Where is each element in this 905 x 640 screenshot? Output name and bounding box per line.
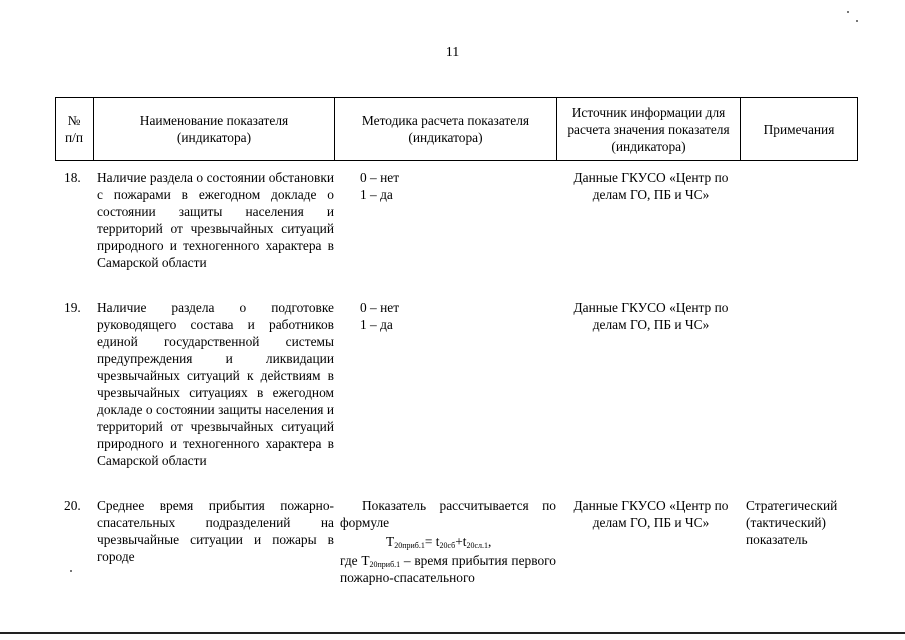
scan-speck xyxy=(856,20,858,22)
row-indicator-name: Среднее время прибытия пожарно-спасательных подразделений на чрезвычайные ситуации и пожары в городе xyxy=(97,498,334,564)
header-information-source xyxy=(558,98,739,160)
table-header-bottom-border xyxy=(55,160,858,161)
where-description: – время прибытия первого пожарно-спасательного xyxy=(340,553,556,585)
formula-operator: + xyxy=(455,534,463,549)
table-header-divider xyxy=(556,97,557,161)
header-number-label: № п/п xyxy=(64,113,84,145)
header-calculation-method xyxy=(336,98,555,160)
formula-subscript: 20приб.1 xyxy=(369,560,401,569)
where-prefix: где xyxy=(340,553,362,568)
header-notes xyxy=(742,98,856,160)
row-source: Данные ГКУСО «Центр по делам ГО, ПБ и ЧС» xyxy=(573,498,729,530)
formula-subscript: 20сб xyxy=(439,541,456,550)
method-formula xyxy=(340,533,556,550)
table-header-divider xyxy=(55,97,56,161)
formula-variable: T xyxy=(361,553,370,568)
formula-operator: , xyxy=(488,534,492,549)
row-method-line: 1 – да xyxy=(360,317,393,332)
page-bottom-edge xyxy=(0,632,905,634)
formula-operator: = xyxy=(424,534,436,549)
row-number: 19. xyxy=(64,300,81,315)
row-method-line: 1 – да xyxy=(360,187,393,202)
row-method xyxy=(360,169,540,203)
row-method xyxy=(340,497,556,586)
table-header-divider xyxy=(857,97,858,161)
header-notes-label: Примечания xyxy=(763,121,835,137)
row-indicator-name: Наличие раздела о состоянии обстановки с пожарами в ежегодном докладе о состоянии защиты населения и территорий от чрезвычайных ситуаций природного и техногенного характера в Самарской области xyxy=(97,170,334,270)
row-method xyxy=(360,299,540,333)
header-indicator-name-label: Наименование показателя (индикатора) xyxy=(139,113,289,145)
row-number: 20. xyxy=(64,498,81,513)
row-method-line: 0 – нет xyxy=(360,170,400,185)
row-source: Данные ГКУСО «Центр по делам ГО, ПБ и ЧС» xyxy=(573,300,729,332)
formula-subscript: 20приб.1 xyxy=(394,541,425,550)
row-number: 18. xyxy=(64,170,81,185)
row-source: Данные ГКУСО «Центр по делам ГО, ПБ и ЧС» xyxy=(573,170,729,202)
formula-variable: T xyxy=(386,534,395,549)
header-indicator-name xyxy=(95,98,333,160)
row-method-line: 0 – нет xyxy=(360,300,400,315)
table-header-divider xyxy=(334,97,335,161)
scan-speck xyxy=(847,11,849,13)
method-where xyxy=(340,552,556,586)
header-number xyxy=(57,98,91,160)
header-information-source-label: Источник информации для расчета значения показателя (индикатора) xyxy=(567,104,730,154)
scan-speck xyxy=(70,570,72,572)
header-calculation-method-label: Методика расчета показателя (индикатора) xyxy=(361,113,530,145)
row-notes: Стратегический (тактический) показатель xyxy=(746,498,838,547)
table-header-divider xyxy=(740,97,741,161)
page-number: 11 xyxy=(445,45,460,60)
table-header-divider xyxy=(93,97,94,161)
method-intro: Показатель рассчитывается по формуле xyxy=(340,498,556,530)
formula-variable: t xyxy=(435,534,440,549)
formula-variable: t xyxy=(462,534,467,549)
formula-subscript: 20сл.1 xyxy=(466,541,489,550)
row-indicator-name: Наличие раздела о подготовке руководящего состава и работников единой государственной системы предупреждения и ликвидации чрезвычайных ситуаций к действиям в чрезвычайных ситуациях в ежегодном докладе о состоянии защиты населения и территорий от чрезвычайных ситуаций природного и техногенного характера в Самарской области xyxy=(97,300,334,468)
